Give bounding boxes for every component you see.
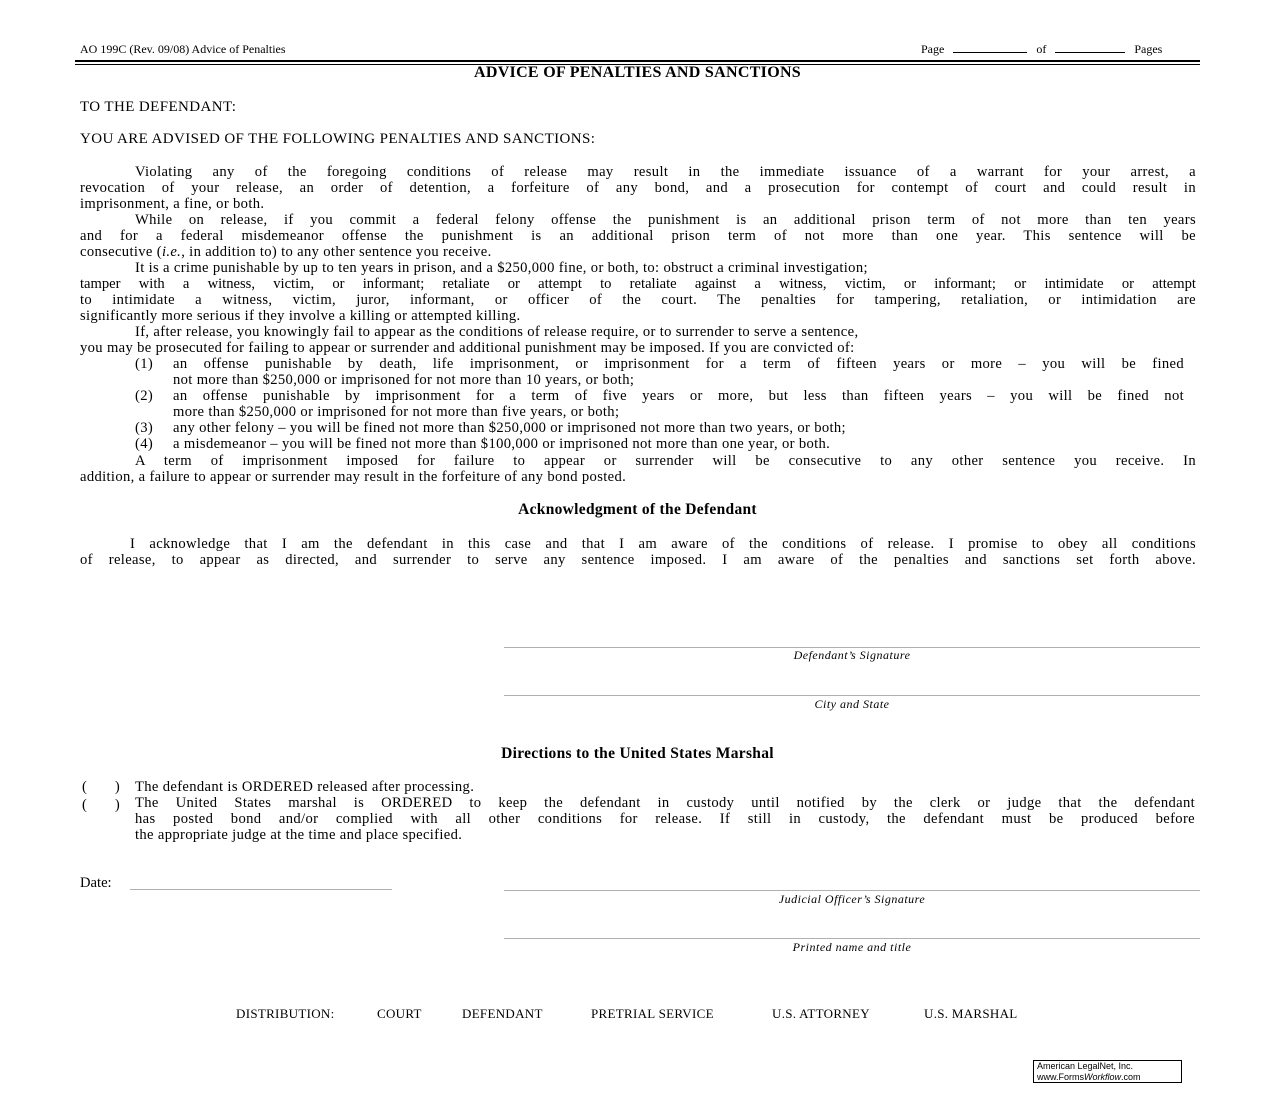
total-pages-blank[interactable] <box>1055 42 1125 53</box>
option-2-line3: the appropriate judge at the time and place specified. <box>135 827 463 843</box>
option-1-checkbox[interactable] <box>82 779 120 796</box>
of-label: of <box>1036 42 1047 56</box>
page-number-blank[interactable] <box>953 42 1027 53</box>
item-2-line1: an offense punishable by imprisonment for a term of five years or more, but less than fifteen years – you will be fined not <box>173 388 1184 404</box>
item-1-line2: not more than $250,000 or imprisoned for not more than 10 years, or both; <box>173 372 635 388</box>
item-2-line2: more than $250,000 or imprisoned for not more than five years, or both; <box>173 404 620 420</box>
paragraph-crime-line4: significantly more serious if they involve a killing or attempted killing. <box>80 308 521 324</box>
acknowledgment-heading: Acknowledgment of the Defendant <box>518 501 757 518</box>
option-2-checkbox[interactable] <box>82 797 120 814</box>
publisher-url-end: .com <box>1121 1072 1141 1082</box>
defendant-signature-label: Defendant’s Signature <box>793 648 911 662</box>
item-2-number: (2) <box>135 388 154 404</box>
publisher-url-brand: Workflow <box>1084 1072 1122 1082</box>
page-label: Page <box>921 42 945 56</box>
acknowledgment-line2: of release, to appear as directed, and surrender to serve any sentence imposed. I am aware of the penalties and sanctions set forth above. <box>80 552 1196 568</box>
paragraph-crime-line3: to intimidate a witness, victim, juror, informant, or officer of the court. The penalties for tampering, retaliation, or intimidation are <box>80 292 1196 308</box>
distribution-marshal: U.S. MARSHAL <box>924 1006 1018 1021</box>
release-line3-end: , in addition to) to any other sentence you receive. <box>181 244 492 260</box>
option-2-paren-open: ( <box>82 797 87 813</box>
item-4-line1: a misdemeanor – you will be fined not more than $100,000 or imprisoned not more than one year, or both. <box>173 436 831 452</box>
page-number-field <box>921 42 1162 57</box>
distribution-court: COURT <box>377 1006 422 1021</box>
form-id: AO 199C (Rev. 09/08) Advice of Penalties <box>80 42 286 56</box>
paragraph-consecutive-line1: A term of imprisonment imposed for failure to appear or surrender will be consecutive to any other sentence you receive. In <box>135 453 1196 469</box>
paragraph-crime-line1: It is a crime punishable by up to ten years in prison, and a $250,000 fine, or both, to: obstruct a criminal investigation; <box>135 260 868 276</box>
paragraph-release-line1: While on release, if you commit a federal felony offense the punishment is an additional prison term of not more than ten years <box>135 212 1196 228</box>
paragraph-violation-line3: imprisonment, a fine, or both. <box>80 196 265 212</box>
option-2-paren-close: ) <box>114 797 120 813</box>
item-3-line1: any other felony – you will be fined not more than $250,000 or imprisoned not more than two years, or both; <box>173 420 846 436</box>
date-label: Date: <box>80 875 112 891</box>
paragraph-violation-line2: revocation of your release, an order of detention, a forfeiture of any bond, and a prosecution for contempt of court and could result in <box>80 180 1196 196</box>
pages-label: Pages <box>1134 42 1163 56</box>
paragraph-consecutive-line2: addition, a failure to appear or surrender may result in the forfeiture of any bond posted. <box>80 469 627 485</box>
city-state-line[interactable] <box>504 695 1200 696</box>
paragraph-release-line3 <box>80 244 1196 260</box>
city-state-label: City and State <box>814 697 890 711</box>
item-1-number: (1) <box>135 356 154 372</box>
printed-name-line[interactable] <box>504 938 1200 939</box>
item-4-number: (4) <box>135 436 154 452</box>
option-1-text: The defendant is ORDERED released after processing. <box>135 779 475 795</box>
marshal-heading: Directions to the United States Marshal <box>501 745 774 762</box>
acknowledgment-line1: I acknowledge that I am the defendant in this case and that I am aware of the conditions of release. I promise to obey all conditions <box>130 536 1196 552</box>
judicial-signature-label: Judicial Officer’s Signature <box>778 892 926 906</box>
printed-name-label: Printed name and title <box>792 940 912 954</box>
advised-heading: YOU ARE ADVISED OF THE FOLLOWING PENALTIES AND SANCTIONS: <box>80 131 596 147</box>
option-2-line1: The United States marshal is ORDERED to keep the defendant in custody until notified by the clerk or judge that the defendant <box>135 795 1195 811</box>
ie-abbreviation: i.e. <box>161 244 182 260</box>
paragraph-violation-line1: Violating any of the foregoing conditions of release may result in the immediate issuance of a warrant for your arrest, a <box>135 164 1196 180</box>
item-3-number: (3) <box>135 420 154 436</box>
release-line3-start: consecutive ( <box>80 244 162 260</box>
publisher-url[interactable] <box>1037 1072 1181 1083</box>
option-2-line2: has posted bond and/or complied with all other conditions for release. If still in custody, the defendant must be produced before <box>135 811 1195 827</box>
page-title: ADVICE OF PENALTIES AND SANCTIONS <box>473 64 801 81</box>
item-1-line1: an offense punishable by death, life imprisonment, or imprisonment for a term of fifteen years or more – you will be fined <box>173 356 1184 372</box>
to-defendant-heading: TO THE DEFENDANT: <box>80 99 237 115</box>
paragraph-release-line2: and for a federal misdemeanor offense the punishment is an additional prison term of not more than one year. This sentence will be <box>80 228 1196 244</box>
paragraph-crime-line2: tamper with a witness, victim, or informant; retaliate or attempt to retaliate against a witness, victim, or informant; or intimidate or attempt <box>80 276 1196 292</box>
option-1-paren-close: ) <box>114 779 120 795</box>
distribution-label: DISTRIBUTION: <box>236 1006 335 1021</box>
paragraph-failure-line2: you may be prosecuted for failing to appear or surrender and additional punishment may be imposed. If you are convicted of: <box>80 340 855 356</box>
option-1-paren-open: ( <box>82 779 87 795</box>
header-rule-thick <box>75 60 1200 62</box>
publisher-name: American LegalNet, Inc. <box>1037 1061 1134 1071</box>
judicial-signature-line[interactable] <box>504 890 1200 891</box>
distribution-defendant: DEFENDANT <box>462 1006 543 1021</box>
publisher-box <box>1033 1060 1182 1083</box>
date-line[interactable] <box>130 889 392 890</box>
paragraph-failure-line1: If, after release, you knowingly fail to appear as the conditions of release require, or to surrender to serve a sentence, <box>135 324 859 340</box>
distribution-attorney: U.S. ATTORNEY <box>772 1006 870 1021</box>
distribution-pretrial: PRETRIAL SERVICE <box>591 1006 714 1021</box>
publisher-url-start: www.Forms <box>1037 1072 1084 1082</box>
